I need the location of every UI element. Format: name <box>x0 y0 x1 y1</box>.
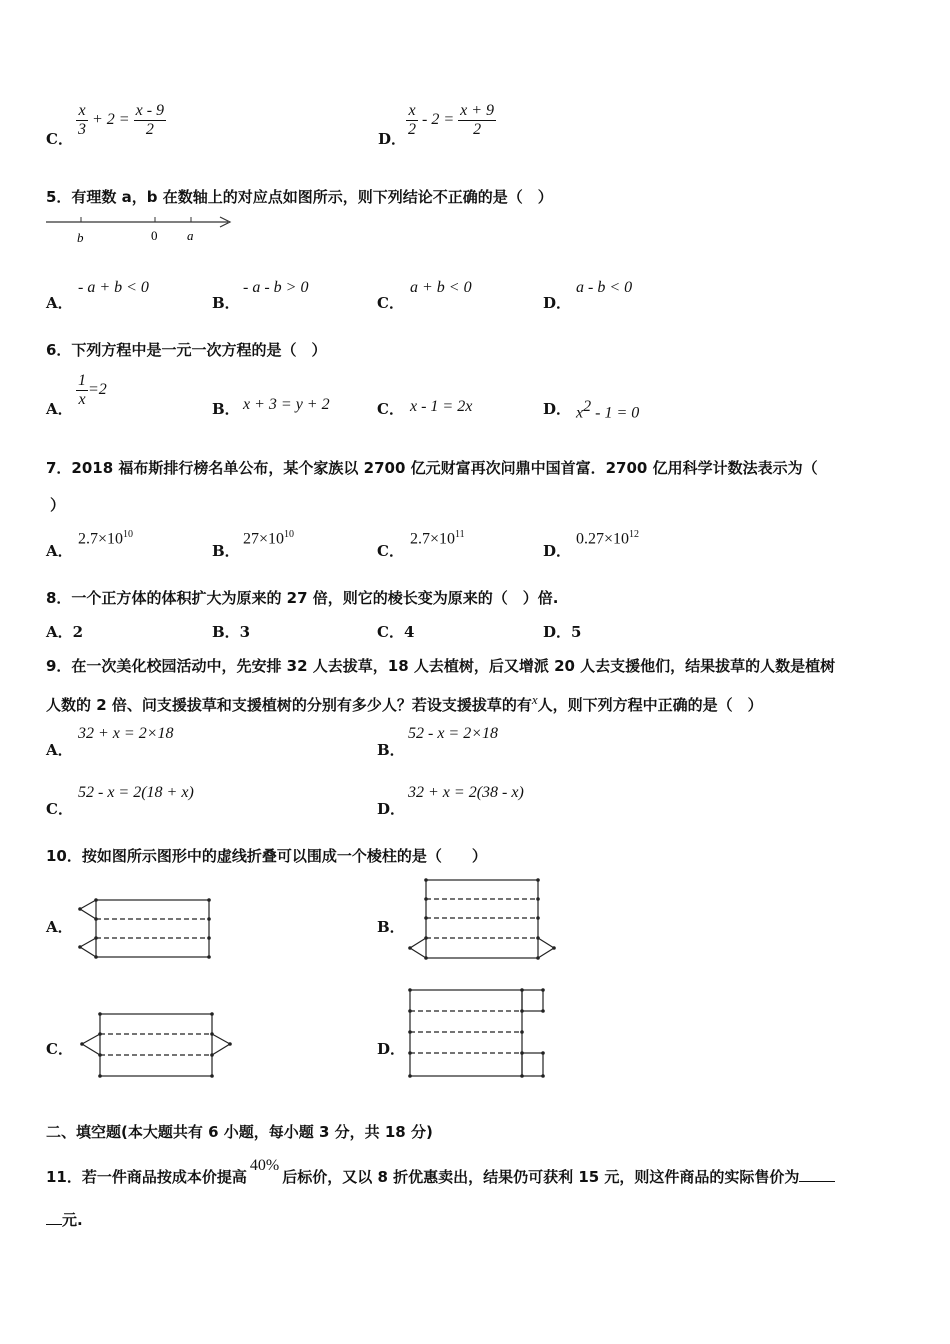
section-2-title: 二、填空题(本大题共有 6 小题，每小题 3 分，共 18 分) <box>46 1123 433 1141</box>
q6-option-b-label: B． <box>212 400 240 418</box>
q7-option-c-expression: $2.7\times 10^{11}$ <box>410 529 465 548</box>
q9-option-d-expression: 32 + x = 2(38 - x) <box>408 784 524 801</box>
q9-option-a-expression: 32 + x = 2×18 <box>78 725 174 742</box>
q7-option-d-label: D． <box>543 542 572 560</box>
q8-option-d: D．5 <box>543 623 582 641</box>
q10-option-a-label: A． <box>46 918 73 936</box>
q5-option-c-expression: a + b < 0 <box>410 279 472 296</box>
q5-number-line <box>44 212 234 246</box>
q7-option-a-label: A． <box>46 542 73 560</box>
q8-option-a: A．2 <box>46 623 84 641</box>
q10-net-a-figure <box>76 894 216 964</box>
q11-percent: 40% <box>249 1157 280 1174</box>
q9-option-d-label: D． <box>377 800 406 818</box>
q5-option-b-expression: - a - b > 0 <box>243 279 309 296</box>
number-line-b-label: b <box>77 230 84 245</box>
q8-option-c: C．4 <box>377 623 415 641</box>
q9-option-b-label: B． <box>377 741 405 759</box>
q10-option-b-label: B． <box>377 918 405 936</box>
q10-stem: 10．按如图所示图形中的虚线折叠可以围成一个棱柱的是（ ） <box>46 847 487 865</box>
q10-net-c-figure <box>76 1008 238 1082</box>
q6-option-d-expression: $x^2 - 1 = 0$ <box>576 398 640 422</box>
q10-option-c-label: C． <box>46 1040 73 1058</box>
q7-option-a-expression: $2.7\times 10^{10}$ <box>78 529 134 548</box>
q8-stem: 8．一个正方体的体积扩大为原来的 27 倍，则它的棱长变为原来的（ ）倍. <box>46 589 559 607</box>
q4-option-c-label: C． <box>46 130 73 148</box>
q9-stem-line2: 人数的 2 倍、问支援拔草和支援植树的分别有多少人？若设支援拔草的有x人，则下列方程中正确的是（ ） <box>46 692 763 714</box>
q7-option-c-label: C． <box>377 542 404 560</box>
q6-option-a-label: A． <box>46 400 73 418</box>
q6-stem: 6．下列方程中是一元一次方程的是（ ） <box>46 341 327 359</box>
q7-stem-line2: ） <box>50 496 66 514</box>
number-line-a-label: a <box>187 228 194 243</box>
q10-net-d-figure <box>404 982 552 1082</box>
q7-option-d-expression: $0.27\times 10^{12}$ <box>576 529 640 548</box>
q9-option-b-expression: 52 - x = 2×18 <box>408 725 499 742</box>
q11-answer-blank-part1 <box>799 1181 835 1182</box>
q10-option-d-label: D． <box>377 1040 406 1058</box>
q6-option-c-expression: x - 1 = 2x <box>410 398 473 415</box>
q9-stem-line1: 9．在一次美化校园活动中，先安排 32 人去拔草，18 人去植树，后又增派 20 人去支援他们，结果拔草的人数是植树 <box>46 657 836 675</box>
q7-option-b-expression: $27\times 10^{10}$ <box>243 529 295 548</box>
q10-net-b-figure <box>404 874 560 964</box>
q5-stem: 5．有理数 a，b 在数轴上的对应点如图所示，则下列结论不正确的是（ ） <box>46 188 553 206</box>
q7-stem-line1: 7．2018 福布斯排行榜名单公布，某个家族以 2700 亿元财富再次问鼎中国首富．2700 亿用科学计数法表示为（ <box>46 459 818 477</box>
q5-option-d-label: D． <box>543 294 572 312</box>
q6-option-b-expression: x + 3 = y + 2 <box>243 396 330 413</box>
q5-option-b-label: B． <box>212 294 240 312</box>
q11-stem-line2: 元. <box>46 1209 83 1230</box>
q4-option-d-expression: $\frac{x}{2}$ - 2 = $\frac{x + 9}{2}$ <box>408 102 495 138</box>
q9-option-c-label: C． <box>46 800 73 818</box>
q8-option-b: B．3 <box>212 623 251 641</box>
q5-option-a-expression: - a + b < 0 <box>78 279 149 296</box>
q4-option-d-label: D． <box>378 130 407 148</box>
q9-option-a-label: A． <box>46 741 73 759</box>
q5-option-c-label: C． <box>377 294 404 312</box>
q4-option-c-expression: $\frac{x}{3}$ + 2 = $\frac{x - 9}{2}$ <box>78 102 165 138</box>
q6-option-d-label: D． <box>543 400 572 418</box>
q11-stem-line1: 11．若一件商品按成本价提高40%后标价，又以 8 折优惠卖出，结果仍可获利 15 元，则这件商品的实际售价为 <box>46 1157 835 1187</box>
q6-option-a-expression: $\frac{1}{x}$ =2 <box>78 372 107 408</box>
q6-option-c-label: C． <box>377 400 404 418</box>
q11-answer-blank-part2 <box>46 1224 62 1225</box>
q5-option-d-expression: a - b < 0 <box>576 279 633 296</box>
q5-option-a-label: A． <box>46 294 73 312</box>
q9-option-c-expression: 52 - x = 2(18 + x) <box>78 784 194 801</box>
number-line-zero-label: 0 <box>151 228 158 243</box>
q7-option-b-label: B． <box>212 542 240 560</box>
